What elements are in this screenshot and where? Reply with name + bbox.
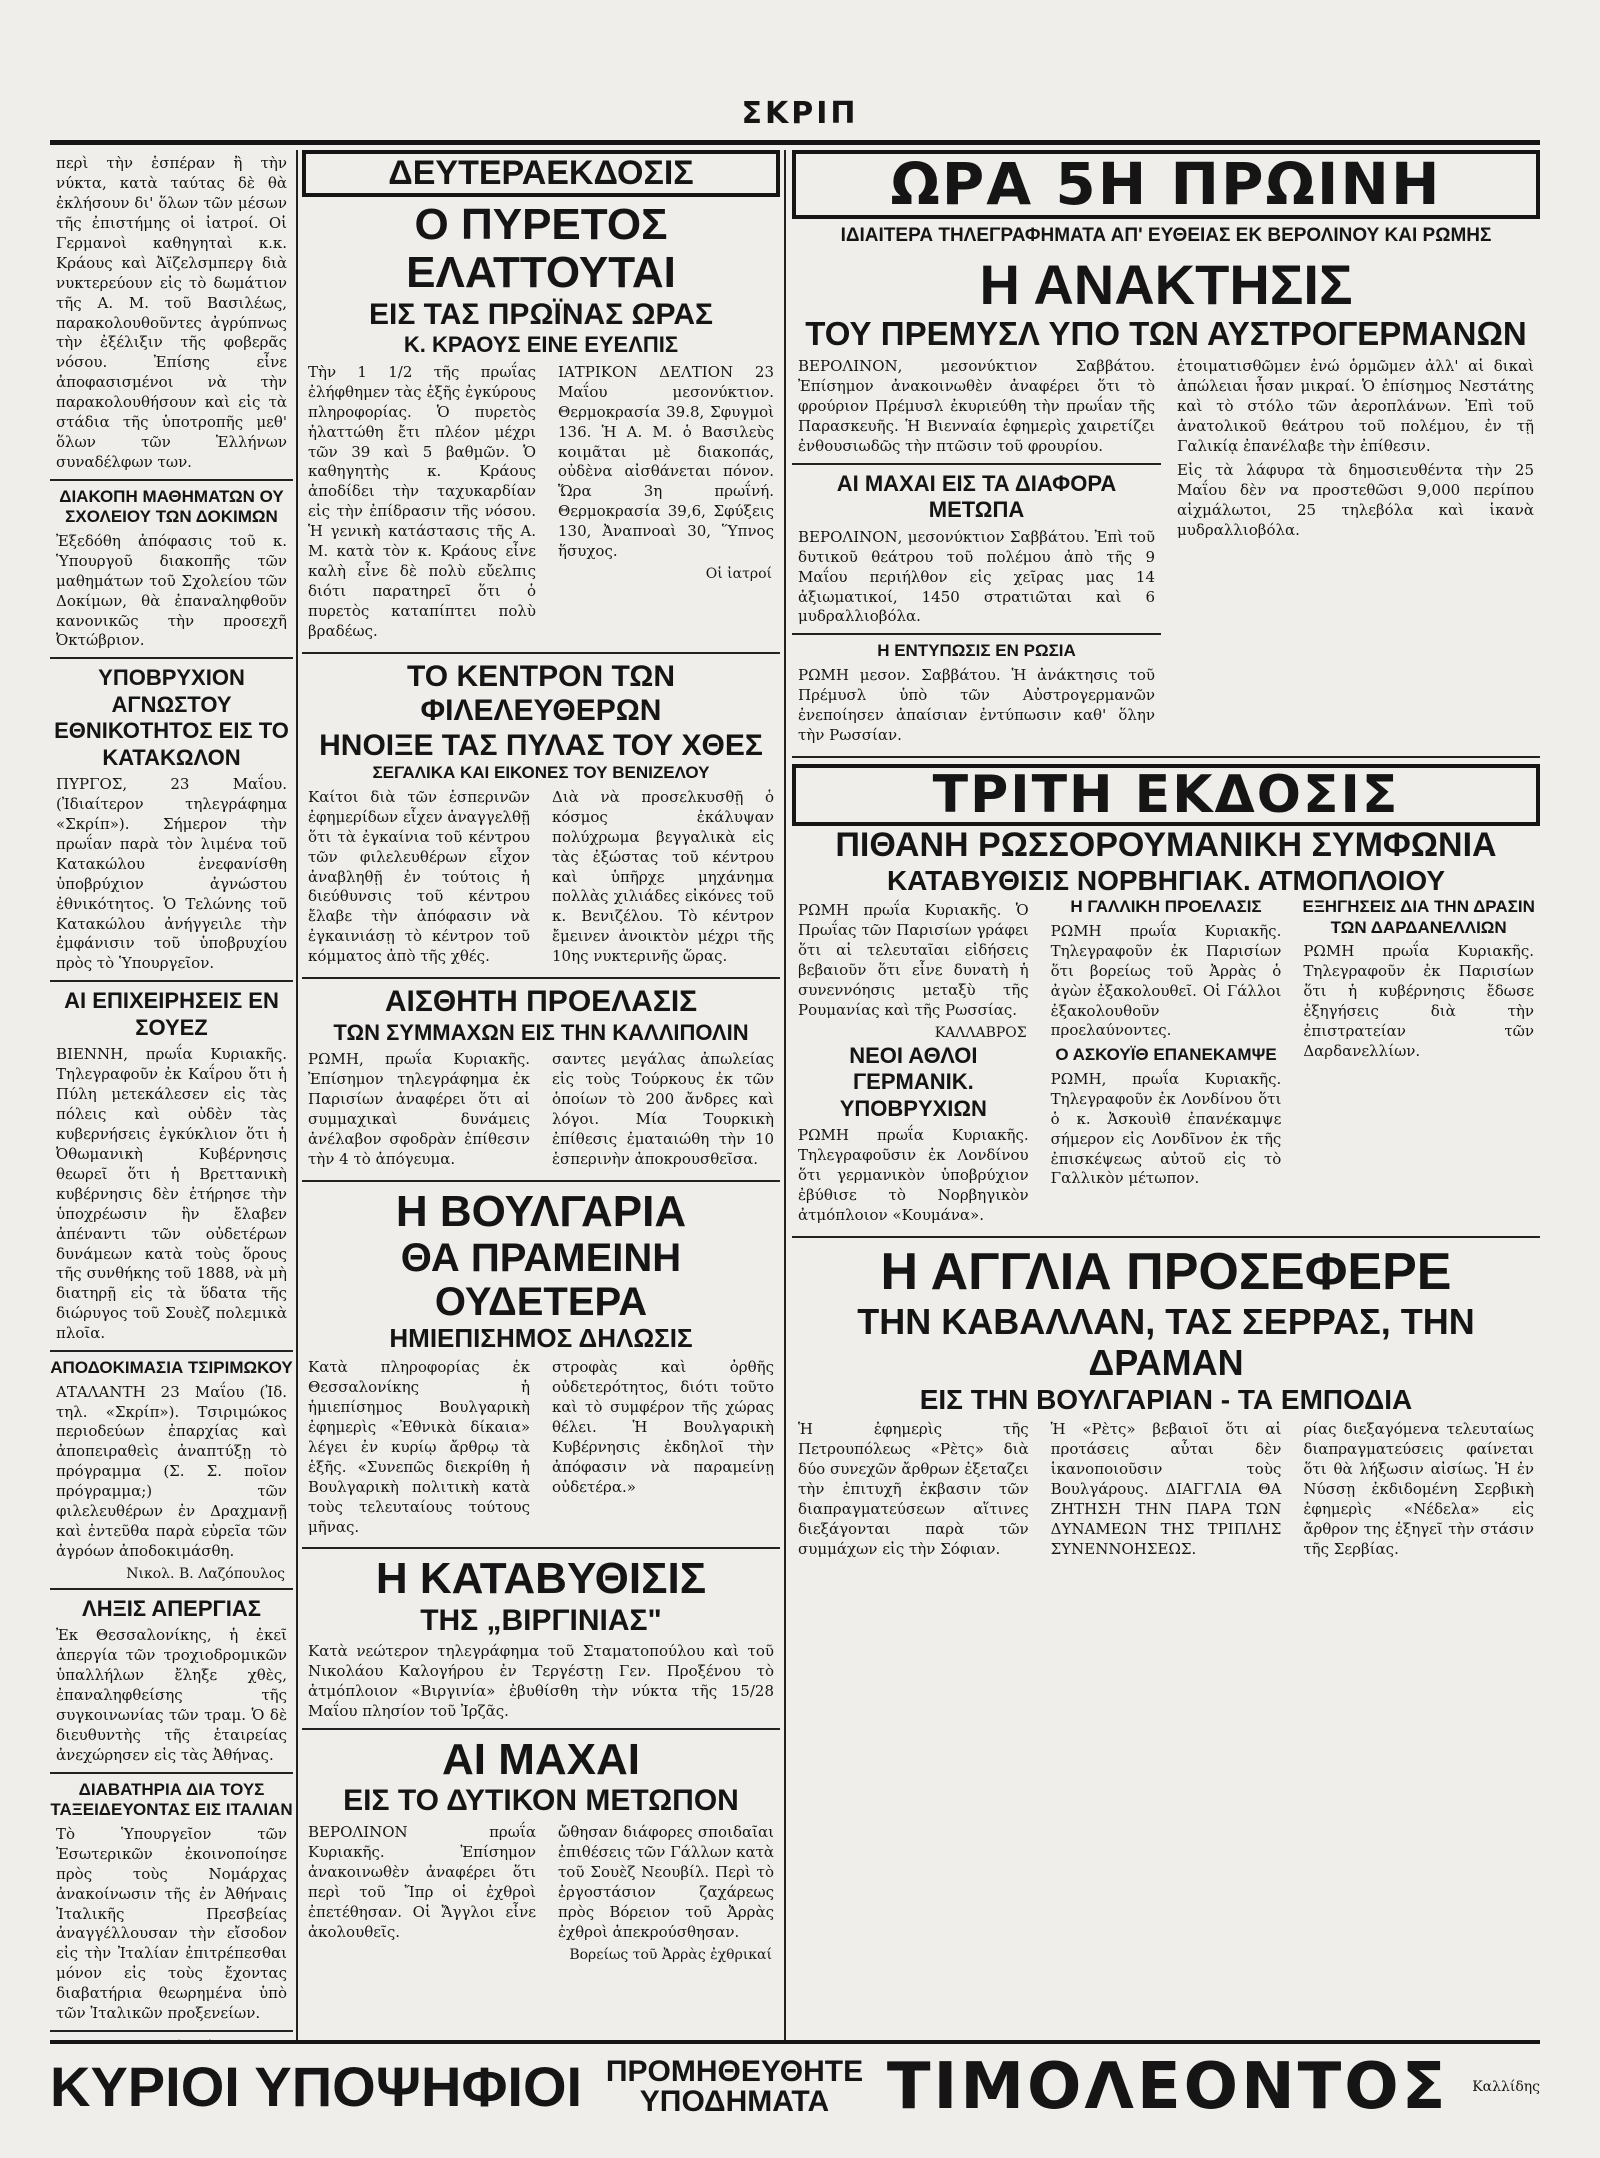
article-russia-text: ΡΩΜΗ μεσον. Σαββάτου. Ἡ ἀνάκτησις τοῦ Πρέμυσλ ὑπὸ τῶν Αὐστρογερμανῶν ἐνεποίησεν ἀπαίσιαν ἐντύπωσιν καθ' ὅλην τὴν Ρωσσίαν. (798, 665, 1155, 744)
subheadline-kavala: ΤΗΝ ΚΑΒΑΛΛΑΝ, ΤΑΣ ΣΕΡΡΑΣ, ΤΗΝ ΔΡΑΜΑΝ (857, 1301, 1475, 1384)
fifth-hour-banner: ΩΡΑ 5Η ΠΡΩΙΝΗ (792, 150, 1540, 219)
medical-bulletin-signature: Οἱ ἰατροί (705, 566, 772, 583)
article-western-text-b: ὤθησαν διάφορες σποιδαῖαι ἐπιθέσεις τῶν Γάλλων κατὰ τοῦ Σουὲζ Νεουβίλ. Περὶ τὸ ἐργοστάσιον ζαχάρεως πρὸς Βόρειον τοῦ Ἀρρὰς ἐχθροὶ ἀπεκρούσθησαν. (558, 1822, 774, 1941)
headline-norwegian-sinking: ΚΑΤΑΒΥΘΙΣΙΣ ΝΟΡΒΗΓΙΑΚ. ΑΤΜΟΠΛΟΙΟΥ (886, 865, 1446, 897)
subheadline-kraus: Κ. ΚΡΑΟΥΣ ΕΙΝΕ ΕΥΕΛΠΙΣ (403, 332, 679, 358)
article-virginia-text: Κατὰ νεώτερον τηλεγράφημα τοῦ Σταματοπούλου καὶ τοῦ Νικολάου Καλογήρου ἐν Τεργέστῃ Γεν. Προξένου τὸ ἀτμόπλοιον «Βιργινία» ἐβυθίσθη τὴν νύκτα τῆς 15/28 Μαΐου πλησίον τοῦ Ἰρζᾶς. (308, 1642, 774, 1721)
headline-liberals-center: ΤΟ ΚΕΝΤΡΟΝ ΤΩΝ ΦΙΛΕΛΕΥΘΕΡΩΝ (407, 659, 675, 728)
subheadline-gallipoli: ΤΩΝ ΣΥΜΜΑΧΩΝ ΕΙΣ ΤΗΝ ΚΑΛΛΙΠΟΛΙΝ (333, 1019, 749, 1045)
subheadline-fever-morning: ΕΙΣ ΤΑΣ ΠΡΩΪΝΑΣ ΩΡΑΣ (368, 297, 714, 331)
article-kavala-text-b: Ἡ «Ρὲτς» βεβαιοῖ ὅτι αἱ προτάσεις αὗται δὲν ἱκανοποιοῦσιν τοὺς Βουλγάρους. ΔΙΑΓΓΛΙΑ ΘΑ ΖΗΤΗΣΗ ΤΗΝ ΠΑΡΑ ΤΩΝ ΔΥΝΑΜΕΩΝ ΤΗΣ ΤΡΙΠΛΗΣ ΣΥΝΕΝΝΟΗΣΕΩΣ. (1050, 1420, 1282, 1558)
subheadline-neutral: ΘΑ ΠΡΑΜΕΙΝΗ ΟΥΔΕΤΕΡΑ (400, 1236, 682, 1325)
article-strike-text: Ἐκ Θεσσαλονίκης, ἡ ἐκεῖ ἀπεργία τῶν τροχιοδρομικῶν ὑπαλλήλων ἔληξε χθὲς, ἐπαναληφθείσης τῆς συγκοινωνίας τῶν τραμ. Ὁ δὲ διευθυντὴς τῆς ἑταιρείας ἀνεχώρησεν εἰς τὰς Ἀθήνας. (56, 1626, 287, 1765)
article-tsirimokos-text: ΑΤΑΛΑΝΤΗ 23 Μαΐου (Ἰδ. τηλ. «Σκρίπ»). Τσιριμώκος περιοδεύων ἐπαρχίας καὶ ἀποπειραθεὶς ἀναπτύξῃ τὸ πρόγραμμα (Σ. Σ. ποῖον πρόγραμμα;) τῶν φιλελευθέρων ἐν Δραχμανῇ καὶ ἐντεῦθα παρὰ εὐρεῖα τῶν ἀγρόων ἀποδοκιμάσθη. (56, 1382, 287, 1561)
article-spoils-text: Εἰς τὰ λάφυρα τὰ δημοσιευθέντα τὴν 25 Μαΐου δὲν να προστεθῶσι 9,000 περίπου αἰχμάλωτοι, 25 τηλεβόλα καὶ ἱκανὰ μυδραλλιοβόλα. (1177, 460, 1534, 539)
article-liberals-text-b: Διὰ νὰ προσελκυσθῇ ὁ κόσμος ἐκάλυψαν πολύχρωμα βεγγαλικὰ εἰς τὰς ἐξώστας τοῦ κέντρου καὶ ὑπῆρχε μηχάνημα πολλὰς χιλιάδες εἰκόνες τοῦ κ. Βενιζέλου. Τὸ κέντρον ἔμεινεν ἀνοικτὸν μέχρι τῆς 10ης νυκτερινῆς ὥρας. (552, 787, 774, 966)
article-asquith-text: ΡΩΜΗ, πρωΐα Κυριακῆς. Τηλεγραφοῦν ἐκ Λονδίνου ὅτι ὁ κ. Ἀσκουὶθ ἐπανέκαμψε σήμερον εἰς Λονδῖνον ἐκ τῆς ἐπισκέψεως αὐτοῦ εἰς τὸ Γαλλικὸν μέτωπον. (1050, 1069, 1282, 1188)
left-column (50, 150, 293, 2040)
subheadline-submarines: ΝΕΟΙ ΑΘΛΟΙ ΓΕΡΜΑΝΙΚ. ΥΠΟΒΡΥΧΙΩΝ (839, 1043, 987, 1121)
subheadline-opened-gates: ΗΝΟΙΞΕ ΤΑΣ ΠΥΛΑΣ ΤΟΥ ΧΘΕΣ (319, 728, 763, 762)
article-lessons-text: Ἐξεδόθη ἀπόφασις τοῦ κ. Ὑπουργοῦ διακοπῆς τῶν μαθημάτων τοῦ Σχολείου τῶν Δοκίμων, θὰ ἐπαναληφθοῦν κανονικῶς τὴν προσεχῆ Ὀκτώβριον. (56, 531, 287, 650)
subheadline-asquith: Ο ΑΣΚΟΥΪΘ ΕΠΑΝΕΚΑΜΨΕ (1055, 1045, 1277, 1065)
article-western-tail: Βορείως τοῦ Ἀρρὰς ἐχθρικαί (569, 1946, 772, 1963)
headline-strike: ΛΗΞΙΣ ΑΠΕΡΓΙΑΣ (82, 1596, 261, 1622)
headline-sinking: Η ΚΑΤΑΒΥΘΙΣΙΣ (375, 1554, 707, 1604)
column-rule-1 (296, 150, 298, 2040)
column-rule-2 (784, 150, 786, 2040)
article-passports-text: Τὸ Ὑπουργεῖον τῶν Ἐσωτερικῶν ἐκοινοποίησε πρὸς τοὺς Νομάρχας ἀνακοίνωσιν τῆς ἐν Ἀθήναις Ἰταλικῆς Πρεσβείας ἀναγγέλλουσαν τὴν εἴσοδον εἰς τὴν Ἰταλίαν ἐπιτρέπεσθαι μόνον εἰς τοὺς ἔχοντας διαβατήρια θεωρημένα ὑπὸ τῶν Ἰταλικῶν προξενείων. (56, 1824, 287, 2023)
article-french-text: ΡΩΜΗ πρωΐα Κυριακῆς. Τηλεγραφοῦν ἐκ Παρισίων ὅτι βορείως τοῦ Ἀρρὰς ὁ ἀγὼν ἐξακολουθεῖ. Οἱ Γάλλοι ἐξακολουθοῦν προελαύνοντες. (1050, 921, 1282, 1040)
intro-article-text: περὶ τὴν ἑσπέραν ἢ τὴν νύκτα, κατὰ ταύτας δὲ θὰ ἐκλήσουν δι' ὅλων τῶν μέσων τῆς ἐπιστήμης οἱ ἰατροί. Οἱ Γερμανοὶ καθηγηταὶ κ.κ. Κράους καὶ Ἀϊζελσμπεργ διὰ νυκτερεύουν εἰς τὸ δωμάτιον τῆς Α. Μ. τοῦ Βασιλέως, παρακολουθοῦντες ἀγρύπνως τὴν ἐξέλιξιν τῆς φοβερᾶς νόσου. Ἐπίσης εἶνε ἀποφασισμένοι νὰ τὴν παρακολουθήσουν καὶ εἰς τὰ στάδια τῆς ὑποτροπῆς μεθ' ὅλων τῶν Ἑλλήνων συναδέλφων των. (56, 154, 287, 472)
ad-provide: ΠΡΟΜΗΘΕΥΘΗΤΕ (605, 2054, 864, 2088)
subheadline-dardanelles: ΕΞΗΓΗΣΕΙΣ ΔΙΑ ΤΗΝ ΔΡΑΣΙΝ ΤΩΝ ΔΑΡΔΑΝΕΛΛΙΩΝ (1302, 897, 1535, 937)
article-romania-text: ΡΩΜΗ πρωΐα Κυριακῆς. Ὁ Πρωΐας τῶν Παρισίων γράφει ὅτι αἱ τελευταῖαι εἰδήσεις βεβαιοῦν ὅτι εἶνε δυνατὴ ἡ συνεννόησις μεταξὺ τῆς Ρουμανίας καὶ τῆς Ρωσσίας. (798, 901, 1029, 1020)
article-kavala-text-c: ρίας διεξαγόμενα τελευταίως διαπραγματεύσεις φαίνεται ὅτι θὰ λήξωσιν αἰσίως. Ἡ ἐν Νύσσῃ ἐκδιδομένη Σερβικὴ ἐφημερὶς «Νέδελα» εἰς ἄρθρον της ἐξηγεῖ τὴν στάσιν τῆς Σερβίας. (1303, 1420, 1535, 1558)
article-gallipoli-text-b: σαντες μεγάλας ἀπωλείας εἰς τοὺς Τούρκους ἐκ τῶν ὁποίων τὸ 200 ἄνδρες καὶ λόγοι. Μία Τουρκικὴ ἐπίθεσις ἐματαιώθη τὴν 10 ἑσπερινὴν ἀποκρουσθεῖσα. (552, 1050, 774, 1168)
headline-suez: ΑΙ ΕΠΙΧΕΙΡΗΣΕΙΣ ΕΝ ΣΟΥΕΖ (64, 988, 279, 1040)
headline-advance: ΑΙΣΘΗΤΗ ΠΡΟΕΛΑΣΙΣ (384, 985, 698, 1019)
subheadline-przemysl: ΤΟΥ ΠΡΕΜΥΣΛ ΥΠΟ ΤΩΝ ΑΥΣΤΡΟΓΕΡΜΑΝΩΝ (805, 315, 1527, 353)
masthead: ΣΚΡΙΠ (741, 96, 859, 131)
article-submarine-text: ΠΥΡΓΟΣ, 23 Μαΐου. (Ἰδιαίτερον τηλεγράφημα «Σκρίπ»). Σήμερον τὴν πρωΐαν παρὰ τὸν λιμένα τοῦ Κατακώλου ἐνεφανίσθη ὑποβρύχιον ἀγνώστου ἐθνικότητος. Ὁ Τελώνης τοῦ Κατακώλου ἀνήγγειλε τὴν ἐμφάνισιν τοῦ ὑποβρυχίου πρὸς τὸ Ὑπουργεῖον. (56, 774, 287, 973)
article-przemysl-text: ΒΕΡΟΛΙΝΟΝ, μεσονύκτιον Σαββάτου. Ἐπίσημον ἀνακοινωθὲν ἀναφέρει ὅτι τὸ φρούριον Πρέμυσλ ἐκυριεύθη τὴν πρωΐαν τῆς Παρασκευῆς. Ἡ Βιενναία ἐφημερὶς χαιρετίζει ἐνθουσιωδῶς τὴν πτῶσιν τοῦ φρουρίου. (798, 357, 1155, 455)
article-submarines-text: ΡΩΜΗ πρωΐα Κυριακῆς. Τηλεγραφοῦσιν ἐκ Λονδίνου ὅτι γερμανικὸν ὑποβρύχιον ἐβύθισε τὸ Νορβηγικὸν ἀτμόπλοιον «Κουμάνα». (798, 1126, 1029, 1224)
headline-bulgaria: Η ΒΟΥΛΓΑΡΙΑ (395, 1186, 687, 1236)
article-western-text-a: ΒΕΡΟΛΙΝΟΝ πρωΐα Κυριακῆς. Ἐπίσημον ἀνακοινωθὲν ἀναφέρει ὅτι περὶ τοῦ Ἴπρ οἱ ἐχθροὶ ἐπετέθησαν. Οἱ Ἄγγλοι εἶνε ἀκολουθεῖς. (308, 1822, 536, 1941)
article-suez-text: ΒΙΕΝΝΗ, πρωΐα Κυριακῆς. Τηλεγραφοῦν ἐκ Καΐρου ὅτι ἡ Πύλη μετεκάλεσεν εἰς τὰς πόλεις καὶ οὐδὲν τὰς κυβερνήσεις ἐγκύκλιον ὅτι ἡ Ὀθωμανικὴ Κυβέρνησις θεωρεῖ ὅτι ἡ Βρεττανικὴ κυβέρνησις δὲν ἐτήρησε τὴν ὑποχρέωσιν ἣν ἔλαβεν ἀπέναντι τῶν οὐδετέρων δυνάμεων κατὰ τοὺς ὅρους τῆς συνθήκης τοῦ 1888, νὰ μὴ διατηρῇ εἰς τὰ ὕδατα τῆς διώρυγος τοῦ Σουὲζ πολεμικὰ πλοῖα. (56, 1045, 287, 1343)
ad-provide-shoes (605, 2054, 864, 2118)
right-column (792, 150, 1540, 2040)
third-edition-banner: ΤΡΙΤΗ ΕΚΔΟΣΙΣ (792, 764, 1540, 827)
subheadline-fronts: ΑΙ ΜΑΧΑΙ ΕΙΣ ΤΑ ΔΙΑΦΟΡΑ ΜΕΤΩΠΑ (836, 470, 1117, 523)
second-edition-banner: ΔΕΥΤΕΡΑΕΚΔΟΣΙΣ (302, 150, 780, 197)
headline-england-offered: Η ΑΓΓΛΙΑ ΠΡΟΣΕΦΕΡΕ (880, 1242, 1452, 1301)
medical-bulletin-text: ΙΑΤΡΙΚΟΝ ΔΕΛΤΙΟΝ 23 Μαΐου μεσονύκτιον. Θερμοκρασία 39.8, Σφυγμοὶ 136. Ἡ Α. Μ. ὁ Βασιλεὺς κοιμᾶται μὲ διακοπάς, οὐδὲνα αἰσθάνεται πόνον. Ὥρα 3η πρωΐνή. Θερμοκρασία 39,6, Σφύξεις 130, Ἀναπνοαὶ 30, Ὕπνος ἥσυχος. (558, 362, 774, 561)
headline-recapture: Η ΑΝΑΚΤΗΣΙΣ (979, 252, 1353, 316)
subheadline-french-advance: Η ΓΑΛΛΙΚΗ ΠΡΟΕΛΑΣΙΣ (1070, 897, 1262, 917)
article-fronts-text: ΒΕΡΟΛΙΝΟΝ, μεσονύκτιον Σαββάτου. Ἐπὶ τοῦ δυτικοῦ θεάτρου τοῦ πολέμου ἀπὸ τῆς 9 Μαΐου περιήλθον εἰς χεῖρας μας 14 ἀξιωματικοί, 1450 στρατιῶται καὶ 6 μυδραλλιοβόλα. (798, 527, 1155, 626)
headline-tsirimokos: ΑΠΟΔΟΚΙΜΑΣΙΑ ΤΣΙΡΙΜΩΚΟΥ (50, 1358, 293, 1378)
article-romania-signature: ΚΑΛΛΑΒΡΟΣ (934, 1025, 1027, 1042)
headline-passports: ΔΙΑΒΑΤΗΡΙΑ ΔΙΑ ΤΟΥΣ ΤΑΞΕΙΔΕΥΟΝΤΑΣ ΕΙΣ ΙΤΑΛΙΑΝ (50, 1779, 293, 1820)
article-bulgaria-text-a: Κατὰ πληροφορίας ἐκ Θεσσαλονίκης ἡ ἡμιεπίσημος Βουλγαρικὴ ἐφημερὶς «Ἐθνικὰ δίκαια» λέγει ἐν κυρίῳ ἄρθρῳ τὰ ἑξῆς. «Συνεπῶς διεκρίθη ἡ Βουλγαρικὴ πολιτικὴ κατὰ τοὺς τελευταίους τούτους μῆνας. (308, 1358, 530, 1536)
article-tsirimokos-signature: Νικολ. Β. Λαζόπουλος (126, 1566, 285, 1583)
ad-shoes: ΥΠΟΔΗΜΑΤΑ (639, 2084, 830, 2118)
article-fever-text: Τὴν 1 1/2 τῆς πρωΐας ἐλήφθημεν τὰς ἑξῆς ἐγκύρους πληροφορίας. Ὁ πυρετὸς ἠλαττώθη ἔτι πλέον μέχρι τῶν 39 καὶ 5 βαθμῶν. Ὁ καθηγητὴς κ. Κράους ἀποδίδει τὴν ταχυκαρδίαν εἰς τὴν ἐπίδρασιν τῆς νόσου. Ἡ γενικὴ κατάστασις τῆς Α. Μ. κατὰ τὸν κ. Κράους εἶνε καλὴ εἶνε δὲ πολὺ εὔελπις διότι παρατηρεῖ ὅτι ὁ πυρετὸς καταπίπτει πολὺ βραδέως. (308, 362, 536, 640)
article-kavala-text-a: Ἡ ἐφημερὶς τῆς Πετρουπόλεως «Ρὲτς» διὰ δύο συνεχῶν ἄρθρων ἐξεταζει τὴν ἐπιτυχῆ ἐκβασιν τῶν διαπραγματεύσεων αἵτινες διεξάγονται παρὰ τῶν συμμάχων εἰς τὴν Σόφιαν. (798, 1420, 1029, 1558)
subheadline-fireworks: ΣΕΓΑΛΙΚΑ ΚΑΙ ΕΙΚΟΝΕΣ ΤΟΥ ΒΕΝΙΖΕΛΟΥ (372, 763, 710, 783)
subheadline-russia: Η ΕΝΤΥΠΩΣΙΣ ΕΝ ΡΩΣΙΑ (877, 641, 1076, 661)
subheadline-western-front: ΕΙΣ ΤΟ ΔΥΤΙΚΟΝ ΜΕΤΩΠΟΝ (343, 1784, 739, 1818)
subheadline-obstacles: ΕΙΣ ΤΗΝ ΒΟΥΛΓΑΡΙΑΝ - ΤΑ ΕΜΠΟΔΙΑ (919, 1383, 1413, 1415)
telegrams-subheading: ΙΔΙΑΙΤΕΡΑ ΤΗΛΕΓΡΑΦΗΜΑΤΑ ΑΠ' ΕΥΘΕΙΑΣ ΕΚ ΒΕΡΟΛΙΝΟΥ ΚΑΙ ΡΩΜΗΣ (840, 224, 1492, 246)
subheadline-virginia: ΤΗΣ „ΒΙΡΓΙΝΙΑΣ" (420, 1603, 662, 1637)
ad-timoleon: ΤΙΜΟΛΕΟΝΤΟΣ (886, 2049, 1449, 2124)
headline-battles: ΑΙ ΜΑΧΑΙ (442, 1735, 640, 1785)
headline-submarine: ΥΠΟΒΡΥΧΙΟΝ ΑΓΝΩΣΤΟΥ ΕΘΝΙΚΟΤΗΤΟΣ ΕΙΣ ΤΟ ΚΑΤΑΚΩΛΟΝ (54, 665, 289, 770)
top-rule (50, 140, 1540, 145)
article-eastern-text: ἑτοιματισθῶμεν ἐνώ ὁρμῶμεν ἀλλ' αἱ δικαὶ ἀπώλειαι ἦσαν μικραί. Ὁ ἐπίσημος Νεστάτης καὶ τὸ στόλο τῶν ἀεροπλάνων. Ἐπὶ τοῦ ἀνατολικοῦ θεάτρου τοῦ πολέμου, ἐν τῇ Γαλικίᾳ ἐπανέλαβε τὴν ἐπίθεσιν. (1177, 357, 1534, 455)
headline-russo-romanian: ΠΙΘΑΝΗ ΡΩΣΣΟΡΟΥΜΑΝΙΚΗ ΣΥΜΦΩΝΙΑ (835, 826, 1497, 865)
article-dardanelles-text: ΡΩΜΗ πρωΐα Κυριακῆς. Τηλεγραφοῦν ἐκ Παρισίων ὅτι ἡ κυβέρνησις ἔδωσε ἐξηγήσεις διὰ τὴν ἐπιστρατείαν τῶν Δαρδανελλίων. (1303, 942, 1535, 1060)
subheadline-semiofficial: ΗΜΙΕΠΙΣΗΜΟΣ ΔΗΛΩΣΙΣ (389, 1323, 693, 1354)
article-liberals-text-a: Καίτοι διὰ τῶν ἑσπερινῶν ἐφημερίδων εἶχεν ἀναγγελθῇ ὅτι τὰ ἐγκαίνια τοῦ κέντρου τῶν φιλελευθέρων εἶχον ἀναβληθῇ ἐν τούτοις ἡ διεύθυνσις τοῦ κέντρου ἔλαβε τὴν ἀπόφασιν νὰ ἐγκαινιάσῃ τὸ κέντρον τοῦ κόμματος ἀπὸ τῆς χθές. (308, 787, 530, 966)
headline-lessons: ΔΙΑΚΟΠΗ ΜΑΘΗΜΑΤΩΝ ΟΥ ΣΧΟΛΕΙΟΥ ΤΩΝ ΔΟΚΙΜΩΝ (59, 487, 284, 527)
article-bulgaria-text-b: στροφὰς καὶ ὀρθῆς οὐδετερότητος, διότι τοῦτο καὶ τὸ συμφέρον τῆς χώρας θέλει. Ἡ Βουλγαρικὴ Κυβέρνησις ἐκδηλοῖ τὴν ἀπόφασιν νὰ παραμείνῃ οὐδετέρα.» (552, 1358, 774, 1496)
middle-column (302, 150, 780, 2040)
headline-fever: Ο ΠΥΡΕΤΟΣ ΕΛΑΤΤΟΥΤΑΙ (406, 200, 676, 298)
ad-kallidis: Καλλίδης (1472, 2078, 1540, 2095)
article-gallipoli-text-a: ΡΩΜΗ, πρωΐα Κυριακῆς. Ἐπίσημον τηλεγράφημα ἐκ Παρισίων ἀναφέρει ὅτι αἱ συμμαχικαὶ δυνάμεις ἀνέλαβον σφοδρὰν ἐπίθεσιν τὴν 4 τὸ ἀπόγευμα. (308, 1050, 530, 1168)
advertisement-strip (50, 2040, 1540, 2129)
ad-candidates: ΚΥΡΙΟΙ ΥΠΟΨΗΦΙΟΙ (50, 2055, 583, 2118)
